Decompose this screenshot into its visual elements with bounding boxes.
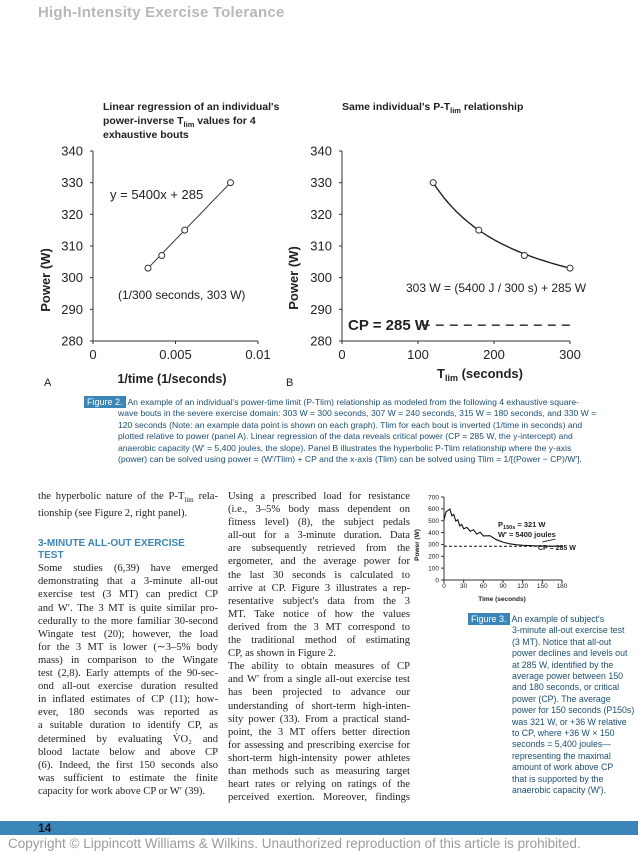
- body-line: ever, 180 seconds was reported as: [38, 707, 218, 719]
- body-line: for the 3 MT is lower (∼3–5% body: [38, 641, 218, 653]
- body-line: was sufficient to estimate the finite: [38, 772, 218, 784]
- y-tick-label: 200: [428, 553, 439, 561]
- panel-b-title: Same individual's $P-T_{lim}$ relationship: [342, 101, 524, 115]
- figure3-cp-label: CP = 285 W: [538, 545, 576, 552]
- body-line: the traditional method of estimating: [228, 635, 410, 647]
- body-line: derived from the 3 MT correspond to: [228, 621, 410, 633]
- x-tick-label: 0.01: [245, 347, 271, 362]
- y-tick-label: 300: [428, 541, 439, 549]
- panel-a-ylabel: Power (W): [38, 248, 53, 312]
- body-line: test (2,8). Early attempts of the 90-sec-: [38, 668, 218, 680]
- body-line: determined by evaluating V̇O₂ and: [38, 733, 218, 745]
- caption3-line: anaerobic capacity (W′).: [512, 785, 607, 796]
- figure2-panel-b: [280, 88, 620, 393]
- y-tick-label: 500: [428, 517, 439, 525]
- panel-a-title-line3: exhaustive bouts: [103, 129, 189, 141]
- data-point: [476, 227, 482, 233]
- body-line: tionship (see Figure 2, right panel).: [38, 508, 188, 520]
- page-number: 14: [38, 821, 52, 835]
- caption2-line: An example of an individual's power-time limit (P-Tlim) relationship as modeled from the following 4 exhaustive square-: [127, 397, 580, 407]
- x-tick-label: 300: [559, 347, 581, 362]
- journal-issue: VOLUME 35 | NUMBER 2 | APRIL 2013: [72, 823, 227, 833]
- y-tick-label: 330: [61, 175, 83, 191]
- caption3-line: average power between 150: [512, 671, 624, 682]
- panel-a-point-note: (1/300 seconds, 303 W): [118, 288, 246, 302]
- y-tick-label: 320: [61, 206, 83, 222]
- body-line: in inflated estimates of CP (11); how-: [38, 694, 218, 706]
- y-tick-label: 700: [428, 494, 439, 502]
- y-tick-label: 300: [61, 270, 83, 286]
- x-tick-label: 200: [483, 347, 505, 362]
- y-tick-label: 340: [310, 143, 332, 159]
- body-line: ond all-out exercise duration resulted: [38, 681, 218, 693]
- caption3-line: seconds = 5,400 joules—: [512, 739, 612, 750]
- body-line: ergometer, and the average power for: [228, 556, 410, 568]
- figure3-ylabel: Power (W): [414, 529, 421, 561]
- panel-a-equation: y = 5400x + 285: [110, 187, 204, 202]
- p150-pointer: [542, 539, 555, 542]
- body-line: (6). Indeed, the first 150 seconds also: [38, 759, 218, 771]
- body-line: perceived exertion. Moreover, findings: [228, 792, 410, 804]
- body-line: the last 30 seconds is calculated to: [228, 569, 410, 581]
- x-tick-label: 180: [556, 583, 568, 590]
- caption3-line: at 285 W, identified by the: [512, 659, 614, 670]
- caption3-line: and 180 seconds, or critical: [512, 682, 620, 693]
- body-line: demonstrating that a 3-minute all-out: [38, 576, 218, 588]
- figure3-caption: [468, 614, 635, 797]
- data-point: [521, 253, 527, 259]
- body-line: blood lactate below and above CP: [38, 746, 218, 758]
- figure2-tag: Figure 2.: [84, 396, 126, 408]
- x-tick-label: 90: [499, 583, 507, 590]
- y-tick-label: 280: [61, 333, 83, 349]
- body-line: resentative subject's data from the 3: [228, 595, 410, 607]
- panel-b-ylabel: Power (W): [286, 246, 301, 310]
- y-tick-label: 340: [61, 143, 83, 159]
- body-line: cedurally to the more familiar 30-second: [38, 615, 218, 627]
- data-point: [182, 227, 188, 233]
- body-line: than methods such as measuring target: [228, 765, 410, 777]
- body-line: mass) in comparison to the Wingate: [38, 654, 218, 666]
- caption3-line: An example of subject's: [511, 614, 605, 624]
- caption3-line: amount of work above CP: [512, 762, 614, 773]
- data-point: [227, 180, 233, 186]
- caption3-line: power (CP). The average: [512, 693, 611, 704]
- x-tick-label: 150: [536, 583, 548, 590]
- figure3-p150-label: $P_{150s} = 321$ W: [498, 520, 546, 531]
- body-line: are subsequently retrieved from the: [228, 543, 410, 555]
- data-point: [145, 265, 151, 271]
- body-line: The ability to obtain measures of CP: [228, 661, 410, 673]
- y-tick-label: 310: [61, 238, 83, 254]
- body-line: capacity for work above CP or W′ (39).: [38, 785, 206, 797]
- body-line: the hyperbolic nature of the $P-T_{lim}$ rela-: [38, 491, 218, 505]
- y-tick-label: 280: [310, 333, 332, 349]
- panel-b-letter: B: [286, 377, 294, 389]
- body-line: Some studies (6,39) have emerged: [38, 563, 218, 575]
- x-tick-label: 120: [517, 583, 529, 590]
- body-line: MT. Take notice of how the values: [228, 608, 410, 620]
- figure3-wprime-label: W' = 5400 joules: [498, 530, 556, 539]
- body-line: a suitable duration to identify CP, as: [38, 720, 218, 732]
- panel-a-xlabel: 1/time (1/seconds): [117, 372, 227, 386]
- y-tick-label: 600: [428, 506, 439, 514]
- figure3-tag: Figure 3.: [468, 613, 510, 625]
- caption2-line: plotted relative to power (panel A). Linear regression of the data reveals critical power (CP = 285 W, the y-intercept) and: [118, 431, 573, 442]
- body-line: and W′ from a single all-out exercise test: [228, 674, 410, 686]
- data-point: [567, 265, 573, 271]
- y-tick-label: 0: [435, 577, 439, 585]
- body-line: CP, as shown in Figure 2.: [228, 648, 337, 660]
- hyperbolic-curve: [433, 183, 570, 269]
- y-tick-label: 300: [310, 270, 332, 286]
- body-line: for assessing and prescribing exercise for: [228, 739, 410, 751]
- body-line: sity power (33). From a practical stand-: [228, 713, 410, 725]
- panel-b-xlabel: $T_{lim}$ (seconds): [437, 366, 523, 383]
- section-heading: 3-MINUTE ALL-OUT EXERCISE: [38, 538, 185, 550]
- y-tick-label: 400: [428, 529, 439, 537]
- body-line: has been projected to advance our: [228, 687, 410, 699]
- y-tick-label: 100: [428, 565, 439, 573]
- data-point: [430, 180, 436, 186]
- x-tick-label: 100: [407, 347, 429, 362]
- figure2-caption: [84, 397, 614, 465]
- caption3-line: (3 MT). Notice that all-out: [512, 636, 612, 647]
- copyright-notice: Copyright © Lippincott Williams & Wilkins. Unauthorized reproduction of this article is prohibited.: [8, 836, 581, 851]
- caption3-line: was 321 W, or +36 W relative: [512, 716, 627, 727]
- body-line: short-term high-intensity power athletes: [228, 752, 410, 764]
- caption3-line: that is supported by the: [512, 773, 604, 784]
- body-line: and W′. The 3 MT is quite similar pro-: [38, 602, 218, 614]
- body-column-2: [228, 490, 410, 804]
- body-line: point, the 3 MT offers better direction: [228, 726, 410, 738]
- panel-b-annotation: 303 W = (5400 J / 300 s) + 285 W: [406, 281, 587, 295]
- x-tick-label: 0.005: [159, 347, 192, 362]
- caption2-line: (power) can be solved using power = (W′/Tlim) + CP and the x-axis (Tlim) can be solved using Tlim = 1/[(Power − CP)/W′].: [118, 454, 582, 465]
- body-line: understanding of short-term high-inten-: [228, 700, 410, 712]
- body-column-1: [38, 490, 218, 798]
- x-tick-label: 0: [89, 347, 97, 362]
- section-heading: TEST: [38, 550, 64, 562]
- x-tick-label: 0: [442, 583, 446, 590]
- caption2-line: anaerobic capacity (W′ = 5,400 joules, the slope). Panel B illustrates the hyperbolic P-Tlim relationship where the y-axis: [118, 442, 572, 453]
- body-line: heart rates or relying on ratings of the: [228, 779, 410, 791]
- caption3-line: power declines and levels out: [512, 648, 628, 659]
- caption2-line: 120 seconds (Note: an example data point is shown on each graph). Tlim for each bout is inverted (1/time in seconds) and: [118, 419, 583, 430]
- y-tick-label: 330: [310, 175, 332, 191]
- running-head: High-Intensity Exercise Tolerance: [38, 4, 285, 21]
- figure3-xlabel: Time (seconds): [478, 596, 526, 603]
- caption3-line: to CP, where +36 W × 150: [512, 728, 615, 739]
- panel-b-cp-label: CP = 285 W: [348, 317, 430, 334]
- caption2-line: wave bouts in the severe exercise domain: 303 W = 300 seconds, 307 W = 240 seconds, 315 W = 180 seconds, and 330 W =: [118, 408, 597, 419]
- y-tick-label: 310: [310, 238, 332, 254]
- panel-a-title-line1: Linear regression of an individual's: [103, 101, 280, 113]
- body-line: all-out for a 3-minute duration. Data: [228, 530, 410, 542]
- x-tick-label: 60: [479, 583, 487, 590]
- y-tick-label: 320: [310, 206, 332, 222]
- body-line: arrive at CP. Figure 3 illustrates a rep-: [228, 582, 410, 594]
- panel-a-title-line2: power-inverse $T_{lim}$ values for 4: [103, 115, 256, 129]
- body-line: (i.e., 3–5% body mass dependent on: [228, 504, 410, 516]
- body-line: Wingate test (20); however, the load: [38, 628, 218, 640]
- x-tick-label: 30: [460, 583, 468, 590]
- figure3-axes: [428, 494, 568, 590]
- y-tick-label: 290: [61, 301, 83, 317]
- data-point: [159, 253, 165, 259]
- y-tick-label: 290: [310, 301, 332, 317]
- body-line: fitness level) (8), the subject pedals: [228, 517, 410, 529]
- panel-a-letter: A: [44, 377, 52, 389]
- body-line: exercise test (3 MT) can predict CP: [38, 589, 218, 601]
- caption3-line: power for 150 seconds (P150s): [512, 705, 635, 716]
- caption3-line: representing the maximal: [512, 750, 611, 761]
- body-line: Using a prescribed load for resistance: [228, 491, 410, 502]
- x-tick-label: 0: [338, 347, 346, 362]
- caption3-line: 3-minute all-out exercise test: [512, 625, 625, 636]
- panel-a-axes: [61, 144, 270, 362]
- figure3-chart: [412, 490, 622, 610]
